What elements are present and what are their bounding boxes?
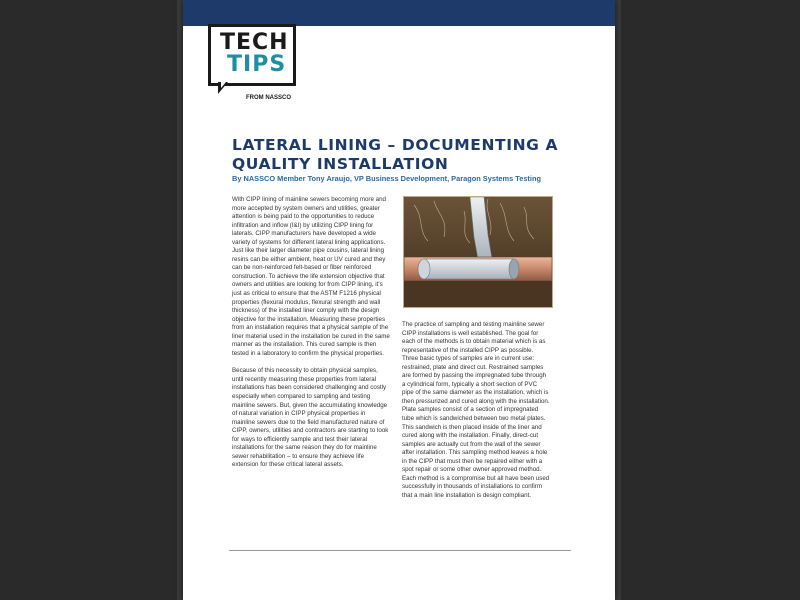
article-right-column [402, 321, 550, 509]
page-shadow-right [615, 0, 621, 600]
logo-line-tech: TECH [220, 30, 289, 55]
paragraph: Because of this necessity to obtain physical samples, until recently measuring these properties from lateral installations has been considered challenging and costly especially when compared to sampling and testing mainline sewers. But, given the accumulating knowledge of natural variation in CIPP physical properties in mainline sewers due to the field manufactured nature of CIPP, owners, utilities and contractors are starting to look for ways to efficiently sample and test their lateral installations for the same reason they do for mainline sewer rehabilitation – to ensure they achieve life extension for these critical lateral assets. [232, 367, 389, 469]
logo-line-tips: TIPS [227, 52, 287, 77]
footer-divider [229, 550, 571, 551]
paragraph: With CIPP lining of mainline sewers becoming more and more accepted by system owners and utilities, greater attention is being paid to the opportunities to reduce infiltration and inflow (I&I) by utilizing CIPP lining for laterals. CIPP manufacturers have developed a wide variety of systems for different lateral lining applications. Just like their larger diameter pipe cousins, lateral lining resins can be either ambient, heat or UV cured and they can be non-reinforced felt-based or fiber reinforced construction. To achieve the life extension objective that owners and utilities are looking for from CIPP lining, it's just as critical to ensure that the ASTM F1216 physical properties (flexural modulus, flexural strength and wall thickness) of the installed liner comply with the design objective for the installation. Measuring these properties from an installation requires that a physical sample of the liner material used in the installation be cured in the same manner as the installation. This cured sample is then tested in a laboratory to confirm the physical properties. [232, 196, 390, 357]
article-title: LATERAL LINING – DOCUMENTING A QUALITY INSTALLATION [232, 136, 559, 173]
article-byline: By NASSCO Member Tony Araujo, VP Business Development, Paragon Systems Testing [232, 174, 541, 183]
header-band [183, 0, 615, 26]
paragraph: The practice of sampling and testing mainline sewer CIPP installations is well established. The goal for each of the methods is to obtain material which is as representative of the installed CIPP as possible. Three basic types of samples are in current use: restrained, plate and direct cut. Restrained samples are formed by passing the impregnated tube through a cylindrical form, typically a short section of PVC pipe of the same diameter as the installation, which is then pressurized and cured along with the installation. Plate samples consist of a section of impregnated tube which is sandwiched between two metal plates. This sandwich is then placed inside of the liner and cured along with the installation. Finally, direct-cut samples are actually cut from the wall of the sewer after installation. This sampling method leaves a hole in the CIPP that must then be repaired either with a spot repair or some other owner approved method. Each method is a compromise but all have been used successfully in thousands of installations to confirm that a main line installation is design compliant. [402, 321, 550, 499]
logo-tagline: FROM NASSCO [246, 95, 291, 101]
lateral-cutaway-illustration [404, 197, 552, 307]
logo-speech-bubble [208, 24, 296, 86]
article-left-column [232, 196, 390, 479]
document-page [183, 0, 615, 600]
tech-tips-logo [208, 24, 304, 108]
lateral-lining-photo [403, 196, 553, 308]
